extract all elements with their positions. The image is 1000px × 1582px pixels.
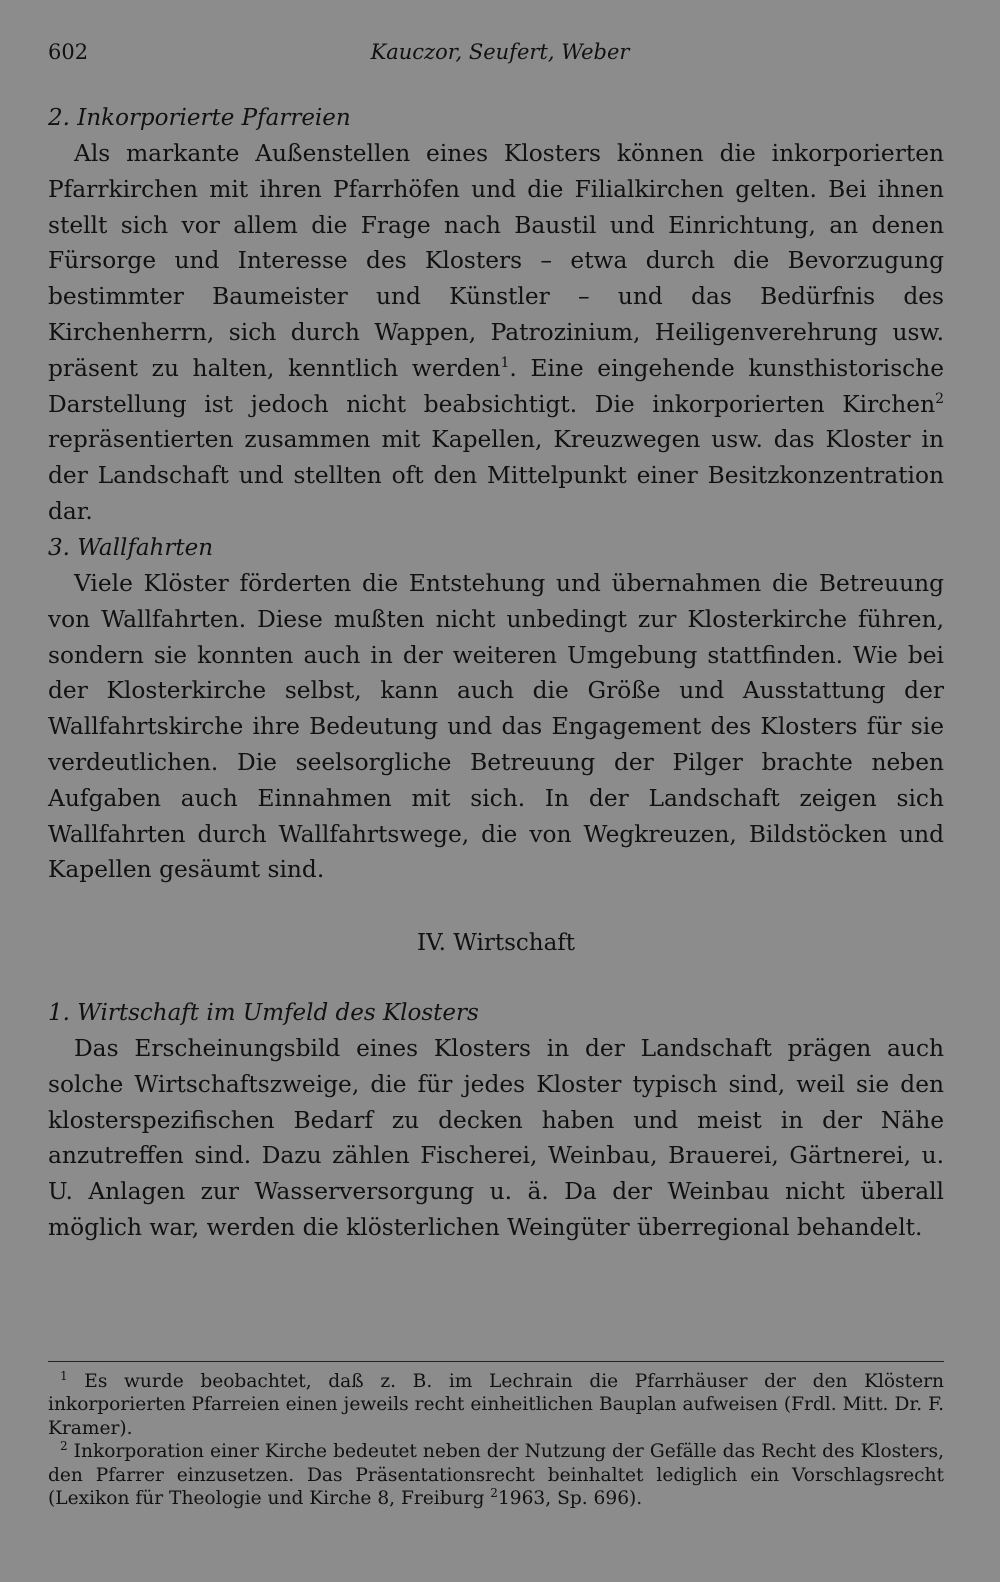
footnote-reference: 2 — [935, 390, 944, 407]
footnote-reference: 1 — [500, 355, 510, 372]
paragraph-text: repräsentierten zusammen mit Kapellen, Kreuzwegen usw. das Kloster in der Landschaft und stellten oft den Mittelpunkt einer Besitzkonzentration dar. — [48, 426, 944, 525]
footnote — [48, 1370, 944, 1440]
footnote-text: Es wurde beobachtet, daß z. B. im Lechrain die Pfarrhäuser der den Klöstern inkorporierten Pfarreien einen jeweils recht einheitlichen Bauplan aufweisen (Frdl. Mitt. Dr. F. Kramer). — [48, 1371, 944, 1439]
running-title: Kauczor, Seufert, Weber — [370, 40, 630, 64]
footnote-divider — [48, 1361, 944, 1362]
chapter-heading: IV. Wirtschaft — [416, 930, 576, 956]
footnotes — [48, 1370, 944, 1510]
footnote-marker: 2 — [60, 1439, 68, 1454]
paragraph — [48, 136, 944, 530]
section-wirtschaft-umfeld — [48, 995, 944, 1246]
chapter-wirtschaft — [48, 925, 944, 961]
edition-superscript: 2 — [490, 1485, 498, 1500]
footnote — [48, 1440, 944, 1510]
section-heading: 3. Wallfahrten — [48, 535, 214, 561]
running-head — [48, 40, 952, 76]
footnote-text: 1963, Sp. 696). — [497, 1488, 643, 1510]
paragraph-text: Als markante Außenstellen eines Klosters können die inkorporierten Pfarrkirchen mit ihren Pfarrhöfen und die Filialkirchen gelten. Bei ihnen stellt sich vor allem die Frage nach Baustil und Einrichtung, an denen Fürsorge und Interesse des Klosters – etwa durch die Bevorzugung bestimmter Baumeister und Künstler – und das Bedürfnis des Kirchenherrn, sich durch Wappen, Patrozinium, Heiligenverehrung usw. präsent zu halten, kenntlich werden — [48, 140, 944, 382]
section-heading: 1. Wirtschaft im Umfeld des Klosters — [48, 1000, 479, 1026]
section-wallfahrten — [48, 530, 944, 888]
footnote-text: Inkorporation einer Kirche bedeutet neben der Nutzung der Gefälle das Recht des Klosters, den Pfarrer einzusetzen. Das Präsentationsrecht beinhaltet lediglich ein Vorschlagsrecht (Lexikon für Theologie und Kirche 8, Freiburg — [48, 1441, 944, 1510]
paragraph-text: . Eine eingehende kunsthistorische Darstellung ist jedoch nicht beabsichtigt. Die inkorporierten Kirchen — [48, 354, 944, 418]
section-inkorporierte-pfarreien — [48, 100, 944, 530]
paragraph: Das Erscheinungsbild eines Klosters in der Landschaft prägen auch solche Wirtschaftszweige, die für jedes Kloster typisch sind, weil sie den klosterspezifischen Bedarf zu decken haben und meist in der Nähe anzutreffen sind. Dazu zählen Fischerei, Weinbau, Brauerei, Gärtnerei, u. U. Anlagen zur Wasserversorgung u. ä. Da der Weinbau nicht überall möglich war, werden die klösterlichen Weingüter überregional behandelt. — [48, 1035, 944, 1241]
paragraph: Viele Klöster förderten die Entstehung und übernahmen die Betreuung von Wallfahrten. Diese mußten nicht unbedingt zur Klosterkirche führen, sondern sie konnten auch in der weiteren Umgebung stattfinden. Wie bei der Klosterkirche selbst, kann auch die Größe und Ausstattung der Wallfahrtskirche ihre Bedeutung und das Engagement des Klosters für sie verdeutlichen. Die seelsorgliche Betreuung der Pilger brachte neben Aufgaben auch Einnahmen mit sich. In der Landschaft zeigen sich Wallfahrten durch Wallfahrtswege, die von Wegkreuzen, Bildstöcken und Kapellen gesäumt sind. — [48, 570, 944, 884]
section-heading: 2. Inkorporierte Pfarreien — [48, 105, 351, 131]
page-number: 602 — [48, 40, 89, 64]
footnote-marker: 1 — [60, 1368, 68, 1383]
